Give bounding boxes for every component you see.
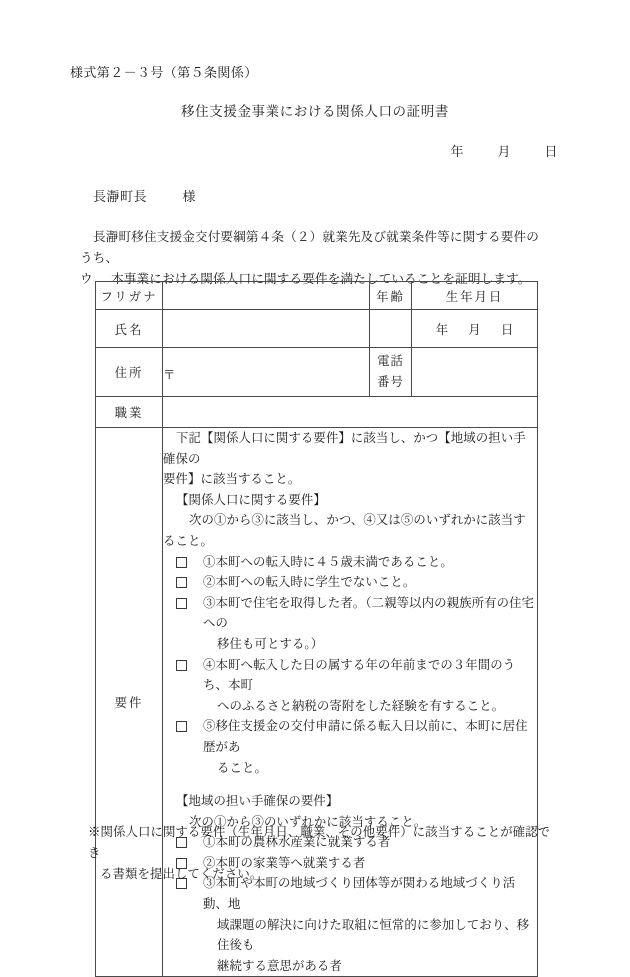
checkbox-icon[interactable] bbox=[176, 721, 187, 732]
label-age: 年齢 bbox=[370, 282, 412, 310]
requirements-content bbox=[163, 428, 538, 977]
date-month: 月 bbox=[497, 144, 511, 159]
list-item-label-continued: ること。 bbox=[217, 760, 267, 775]
label-occupation: 職業 bbox=[96, 397, 163, 428]
section-2-subheading: 次の①から③のいずれかに該当すること。 bbox=[189, 814, 427, 829]
field-furigana-value[interactable] bbox=[163, 282, 370, 310]
addressee-name: 長瀞町長 bbox=[93, 189, 148, 204]
table-row-furigana bbox=[96, 282, 538, 310]
field-occupation-value[interactable] bbox=[163, 397, 538, 428]
section-divider-space bbox=[163, 778, 537, 791]
section-1-check-list bbox=[163, 552, 537, 779]
field-name-value[interactable] bbox=[163, 310, 370, 348]
checkbox-icon[interactable] bbox=[176, 577, 187, 588]
footnote bbox=[88, 822, 558, 885]
label-telephone-line-1: 電話 bbox=[377, 354, 404, 368]
page-title: 移住支援金事業における関係人口の証明書 bbox=[181, 104, 449, 119]
list-item[interactable] bbox=[163, 655, 537, 717]
table-row-name bbox=[96, 310, 538, 348]
intro-marker: ウ bbox=[80, 272, 93, 286]
field-birthdate-value[interactable] bbox=[412, 310, 538, 348]
footnote-line-1: ※関係人口に関する要件（生年月日、職業、その他要件）に該当することが確認でき bbox=[88, 825, 551, 860]
section-2-heading: 【地域の担い手確保の要件】 bbox=[176, 794, 339, 809]
label-birthdate: 生年月日 bbox=[412, 282, 538, 310]
list-item[interactable] bbox=[163, 552, 537, 573]
list-item-label: ⑤移住支援金の交付申請に係る転入日以前に、本町に居住歴があ bbox=[203, 719, 528, 754]
form-number: 様式第２－３号（第５条関係） bbox=[70, 65, 258, 80]
list-item-label: ④本町へ転入した日の属する年の年前までの３年間のうち、本町 bbox=[203, 657, 516, 693]
field-telephone-value[interactable] bbox=[412, 348, 538, 397]
list-item-label-continued-2: 継続する意思がある者 bbox=[217, 958, 342, 973]
list-item-label-continued: 域課題の解決に向けた取組に恒常的に参加しており、移住後も bbox=[217, 917, 530, 953]
date-line bbox=[450, 141, 558, 160]
label-telephone bbox=[370, 348, 412, 397]
list-item[interactable] bbox=[163, 593, 537, 655]
requirements-intro-line-2: 要件】に該当すること。 bbox=[163, 472, 301, 487]
list-item[interactable] bbox=[163, 873, 537, 976]
checkbox-icon[interactable] bbox=[176, 660, 187, 671]
list-item-label: ②本町への転入時に学生でないこと。 bbox=[203, 575, 416, 590]
birthdate-month: 月 bbox=[468, 322, 481, 337]
footnote-line-2: る書類を提出してください。 bbox=[100, 867, 263, 881]
birthdate-year: 年 bbox=[435, 322, 449, 337]
list-item-label: ②本町の家業等へ就業する者 bbox=[203, 855, 366, 870]
list-item[interactable] bbox=[163, 716, 537, 778]
date-year: 年 bbox=[450, 144, 464, 159]
checkbox-icon[interactable] bbox=[176, 598, 187, 609]
addressee-honorific: 様 bbox=[182, 189, 197, 204]
label-requirements: 要件 bbox=[96, 428, 163, 977]
list-item-label: ③本町で住宅を取得した者。（二親等以内の親族所有の住宅への bbox=[203, 595, 535, 631]
label-address: 住所 bbox=[96, 348, 163, 397]
field-address-value[interactable] bbox=[163, 348, 370, 397]
field-age-value[interactable] bbox=[370, 310, 412, 348]
list-item-label: ③本町や本町の地域づくり団体等が関わる地域づくり活動、地 bbox=[203, 876, 516, 912]
section-1-heading: 【関係人口に関する要件】 bbox=[176, 492, 326, 507]
list-item-label-continued: 移住も可とする。） bbox=[217, 636, 324, 651]
intro-line-1: 長瀞町移住支援金交付要綱第４条（２）就業先及び就業条件等に関する要件のうち、 bbox=[80, 230, 540, 265]
intro-line-2-text: 本事業における関係人口に関する要件を満たしていることを証明します。 bbox=[111, 272, 531, 286]
table-row-requirements bbox=[96, 428, 538, 977]
label-name: 氏名 bbox=[96, 310, 163, 348]
section-1-subheading: 次の①から③に該当し、かつ、④又は⑤のいずれかに該当すること。 bbox=[163, 513, 526, 548]
date-day: 日 bbox=[544, 144, 558, 159]
list-item-label-continued: へのふるさと納税の寄附をした経験を有すること。 bbox=[217, 698, 505, 713]
table-row-occupation bbox=[96, 397, 538, 428]
addressee bbox=[93, 186, 196, 205]
requirements-intro-line-1: 下記【関係人口に関する要件】に該当し、かつ【地域の担い手確保の bbox=[163, 431, 526, 466]
checkbox-icon[interactable] bbox=[176, 557, 187, 568]
table-row-address bbox=[96, 348, 538, 397]
postal-mark-icon: 〒 bbox=[163, 367, 176, 382]
birthdate-day: 日 bbox=[500, 322, 514, 337]
list-item-label: ①本町の農林水産業に就業する者 bbox=[203, 835, 391, 850]
label-telephone-line-2: 番号 bbox=[377, 375, 404, 389]
list-item-label: ①本町への転入時に４５歳未満であること。 bbox=[203, 554, 453, 569]
list-item[interactable] bbox=[163, 572, 537, 593]
label-furigana: フリガナ bbox=[96, 282, 163, 310]
